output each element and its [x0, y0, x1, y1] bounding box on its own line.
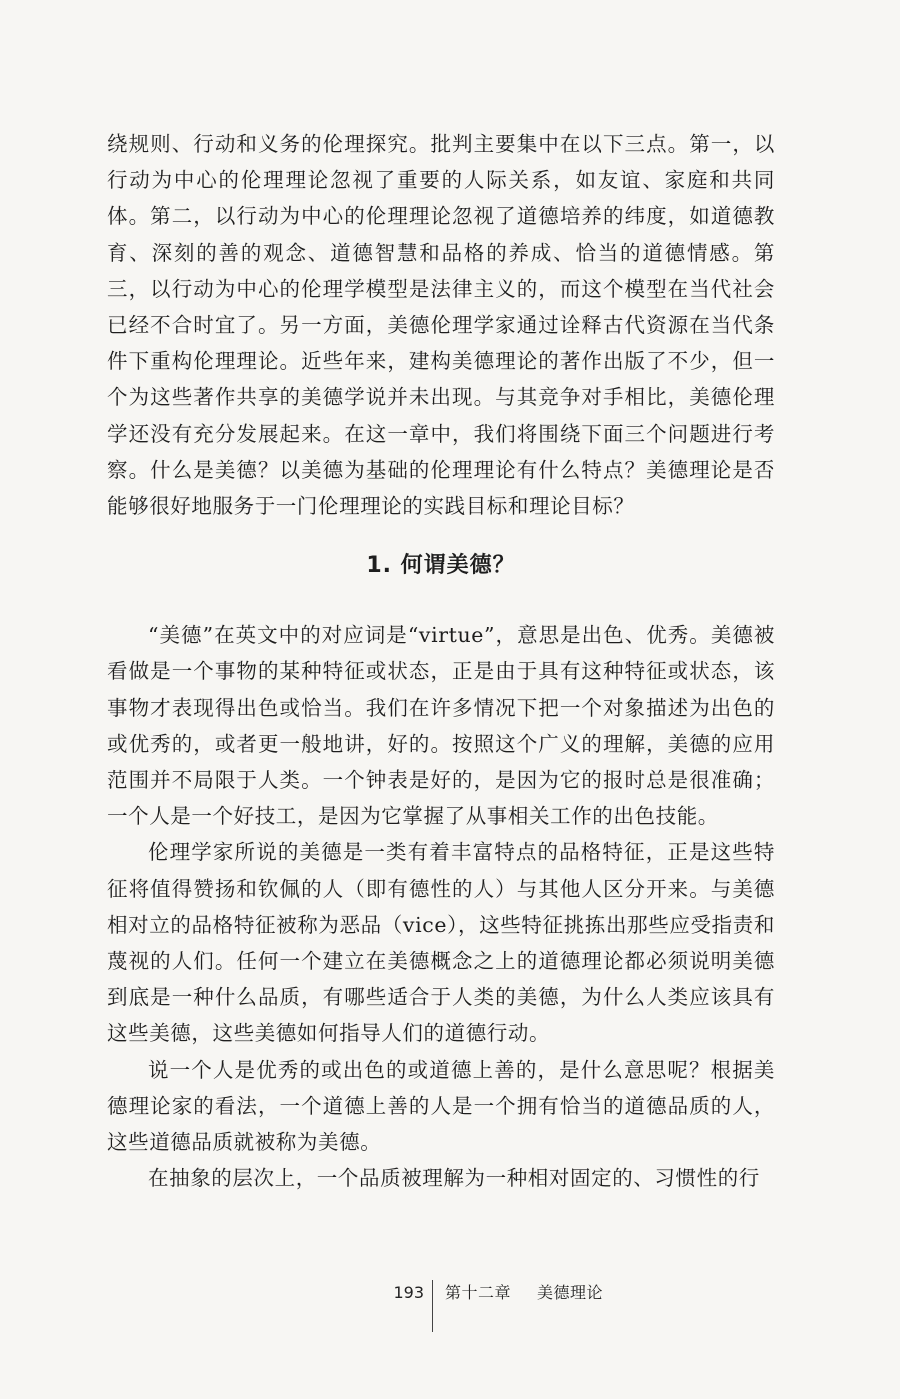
page-number: 193: [393, 1283, 424, 1302]
body-paragraph: 伦理学家所说的美德是一类有着丰富特点的品格特征，正是这些特征将值得赞扬和钦佩的人（即有德性的人）与其他人区分开来。与美德相对立的品格特征被称为恶品（vice），这些特征挑拣出那些应受指责和蔑视的人们。任何一个建立在美德概念之上的道德理论都必须说明美德到底是一种什么品质，有哪些适合于人类的美德，为什么人类应该具有这些美德，这些美德如何指导人们的道德行动。: [107, 840, 775, 1046]
body-paragraph: 说一个人是优秀的或出色的或道德上善的，是什么意思呢？根据美德理论家的看法，一个道德上善的人是一个拥有恰当的道德品质的人，这些道德品质就被称为美德。: [107, 1057, 775, 1155]
page-body: [107, 126, 775, 1196]
body-paragraph: “美德”在英文中的对应词是“virtue”，意思是出色、优秀。美德被看做是一个事物的某种特征或状态，正是由于具有这种特征或状态，该事物才表现得出色或恰当。我们在许多情况下把一个对象描述为出色的或优秀的，或者更一般地讲，好的。按照这个广义的理解，美德的应用范围并不局限于人类。一个钟表是好的，是因为它的报时总是很准确；一个人是一个好技工，是因为它掌握了从事相关工作的出色技能。: [107, 623, 775, 829]
page-footer: [0, 1280, 900, 1340]
chapter-label: 第十二章: [445, 1283, 512, 1302]
body-paragraph: 在抽象的层次上，一个品质被理解为一种相对固定的、习惯性的行: [148, 1166, 760, 1191]
chapter-title: 美德理论: [537, 1283, 604, 1302]
footer-divider: [432, 1280, 433, 1332]
section-heading: 1. 何谓美德？: [366, 553, 516, 579]
body-paragraph-continued: 绕规则、行动和义务的伦理探究。批判主要集中在以下三点。第一，以行动为中心的伦理理论忽视了重要的人际关系，如友谊、家庭和共同体。第二，以行动为中心的伦理理论忽视了道德培养的纬度，如道德教育、深刻的善的观念、道德智慧和品格的养成、恰当的道德情感。第三，以行动为中心的伦理学模型是法律主义的，而这个模型在当代社会已经不合时宜了。另一方面，美德伦理学家通过诠释古代资源在当代条件下重构伦理理论。近些年来，建构美德理论的著作出版了不少，但一个为这些著作共享的美德学说并未出现。与其竞争对手相比，美德伦理学还没有充分发展起来。在这一章中，我们将围绕下面三个问题进行考察。什么是美德？以美德为基础的伦理理论有什么特点？美德理论是否能够很好地服务于一门伦理理论的实践目标和理论目标？: [107, 132, 775, 519]
